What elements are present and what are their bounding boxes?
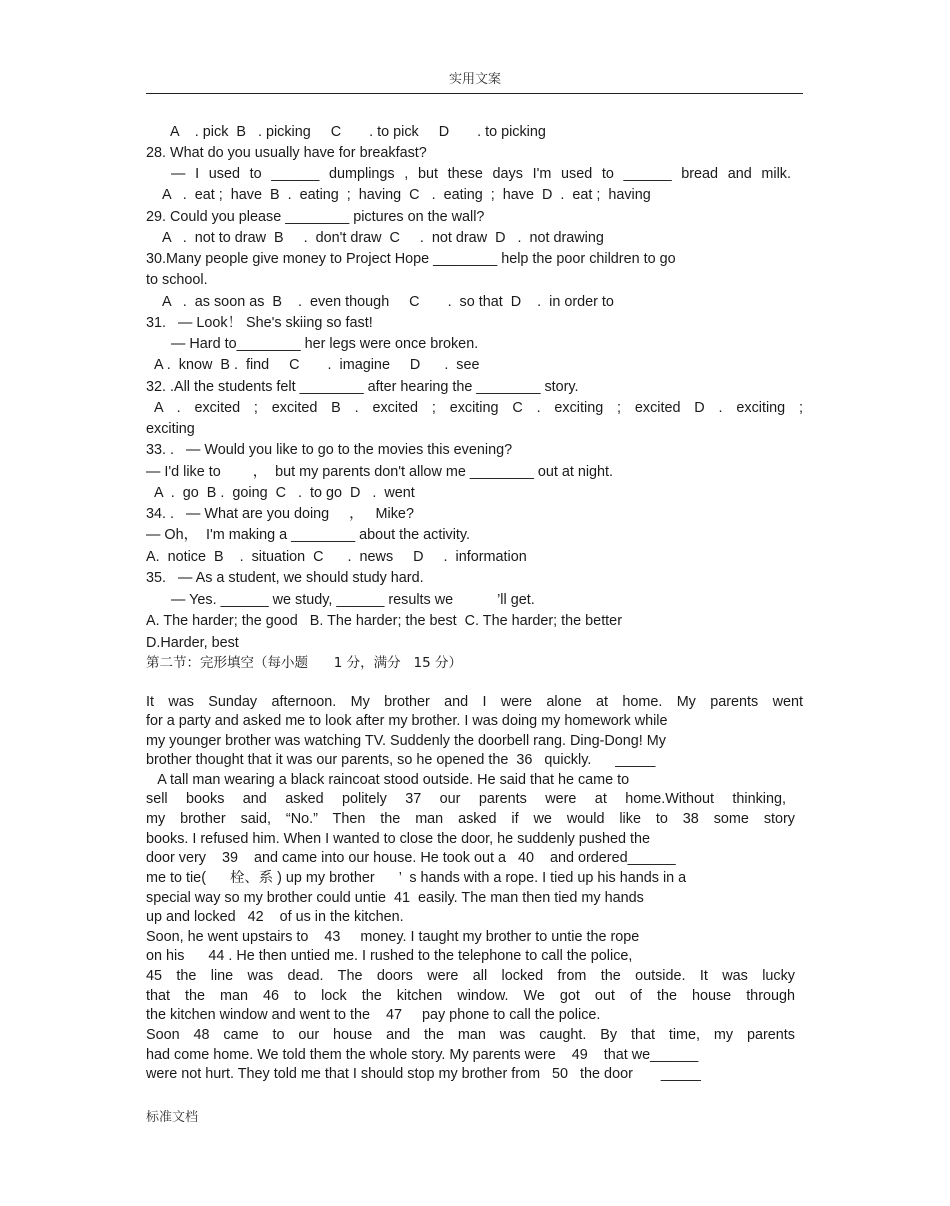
text-line: up and locked 42 of us in the kitchen. [146, 909, 404, 925]
text-line: — Hard to________ her legs were once broken. [171, 336, 479, 352]
header-rule [146, 93, 803, 94]
text-line: D.Harder, best [146, 635, 239, 651]
text-line: sell books and asked politely 37 our parents were at home.Without thinking, [146, 791, 786, 807]
text-line: A . excited ; excited B . excited ; exciting C . exciting ; excited D . exciting ; [154, 400, 803, 416]
page-footer: 标准文档 [146, 1110, 199, 1125]
text-line: 35. — As a student, we should study hard. [146, 570, 424, 586]
text-line: A . pick B . picking C . to pick D . to picking [170, 124, 546, 140]
text-line: 45 the line was dead. The doors were all locked from the outside. It was lucky [146, 968, 795, 984]
text-line: that the man 46 to lock the kitchen window. We got out of the house through [146, 988, 795, 1004]
text-line: on his 44 . He then untied me. I rushed to the telephone to call the police, [146, 948, 633, 964]
text-line: A tall man wearing a black raincoat stood outside. He said that he came to [146, 772, 630, 788]
text-line: were not hurt. They told me that I should stop my brother from 50 the door _____ [146, 1066, 701, 1082]
page-header: 实用文案 [448, 72, 501, 87]
text-line: 28. What do you usually have for breakfast? [146, 145, 427, 161]
text-line: Soon, he went upstairs to 43 money. I taught my brother to untie the rope [146, 929, 640, 945]
text-line: Soon 48 came to our house and the man was caught. By that time, my parents [146, 1027, 795, 1043]
text-line: A . not to draw B . don't draw C . not draw D . not drawing [162, 230, 604, 246]
text-line: — I used to ______ dumplings , but these days I'm used to ______ bread and milk. [171, 166, 791, 182]
text-line: — Oh， I'm making a ________ about the activity. [146, 527, 471, 543]
text-line: had come home. We told them the whole story. My parents were 49 that we______ [146, 1047, 699, 1063]
text-line: brother thought that it was our parents, so he opened the 36 quickly. _____ [146, 752, 656, 768]
text-line: to school. [146, 272, 208, 288]
text-line: door very 39 and came into our house. He took out a 40 and ordered______ [146, 850, 676, 866]
text-line: special way so my brother could untie 41 easily. The man then tied my hands [146, 890, 644, 906]
text-line: me to tie( 栓、系 ) up my brother ’ s hands with a rope. I tied up his hands in a [146, 870, 687, 886]
text-line: my brother said, “No.” Then the man asked if we would like to 38 some story [146, 811, 795, 827]
text-line: 34. . — What are you doing ， Mike? [146, 506, 414, 522]
text-line: my younger brother was watching TV. Suddenly the doorbell rang. Ding-Dong! My [146, 733, 666, 749]
text-line: 29. Could you please ________ pictures on the wall? [146, 209, 485, 225]
text-line: 33. . — Would you like to go to the movies this evening? [146, 442, 513, 458]
text-line: 30.Many people give money to Project Hope ________ help the poor children to go [146, 251, 676, 267]
text-line: the kitchen window and went to the 47 pay phone to call the police. [146, 1007, 601, 1023]
text-line: — Yes. ______ we study, ______ results we ’ll get. [171, 592, 535, 608]
text-line: 31. — Look！ She's skiing so fast! [146, 315, 373, 331]
text-line: A . eat ; have B . eating ; having C . eating ; have D . eat ; having [162, 187, 651, 203]
text-line: A . go B . going C . to go D . went [154, 485, 415, 501]
text-line: exciting [146, 421, 195, 437]
text-line: 第二节：完形填空（每小题 1 分，满分 15 分） [146, 655, 462, 671]
text-line: It was Sunday afternoon. My brother and I were alone at home. My parents went [146, 694, 803, 710]
text-line: A. notice B . situation C . news D . information [146, 549, 527, 565]
text-line: for a party and asked me to look after my brother. I was doing my homework while [146, 713, 668, 729]
text-line: A . as soon as B . even though C . so that D . in order to [162, 294, 614, 310]
text-line: A. The harder; the good B. The harder; the best C. The harder; the better [146, 613, 622, 629]
text-line: 32. .All the students felt ________ after hearing the ________ story. [146, 379, 579, 395]
text-line: — I'd like to ， but my parents don't allow me ________ out at night. [146, 464, 614, 480]
text-line: A . know B . find C . imagine D . see [154, 357, 480, 373]
text-line: books. I refused him. When I wanted to close the door, he suddenly pushed the [146, 831, 650, 847]
